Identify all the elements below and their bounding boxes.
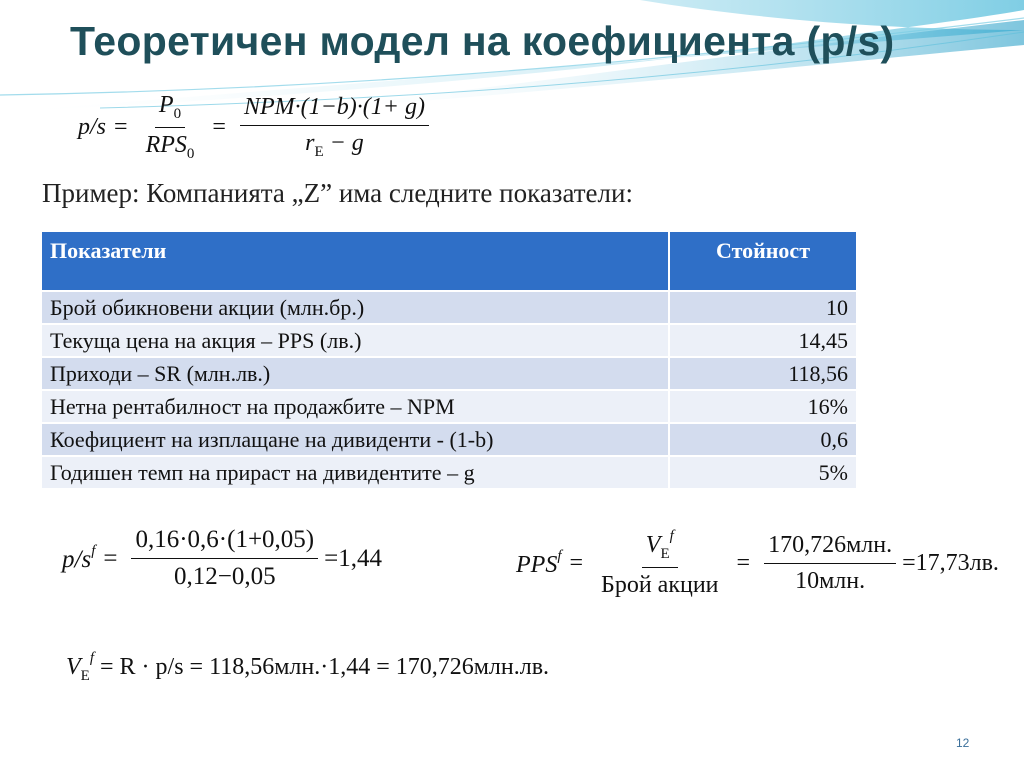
ps-f-superscript: f	[91, 543, 96, 559]
pps-f-lhs	[516, 548, 562, 579]
ve-subscript: E	[660, 546, 670, 562]
ps-formula-definition	[78, 92, 435, 163]
table-row	[41, 291, 857, 324]
header-value: Стойност	[669, 231, 857, 291]
ve-over-shares-fraction	[597, 528, 722, 599]
pps-f-symbol: PPS	[516, 552, 558, 578]
ve-symbol: V	[645, 532, 661, 558]
price-over-rps-fraction	[142, 92, 199, 163]
table-header-row	[41, 231, 857, 291]
row-label: Текуща цена на акция – PPS (лв.)	[41, 324, 669, 357]
shares-count-label: Брой акции	[601, 572, 719, 598]
price-subscript: 0	[173, 106, 182, 122]
row-label: Коефициент на изплащане на дивиденти - (1-b)	[41, 423, 669, 456]
equals-sign: =	[114, 114, 128, 140]
ve-lhs-symbol: V	[66, 654, 81, 680]
equals-sign-5: =	[736, 550, 751, 576]
ps-f-fraction	[131, 526, 318, 591]
ve-calculation	[66, 650, 549, 685]
indicators-table	[40, 230, 858, 490]
row-value: 16%	[669, 390, 857, 423]
row-label: Брой обикновени акции (млн.бр.)	[41, 291, 669, 324]
equals-sign-2: =	[212, 114, 226, 140]
shares-denominator: 10млн.	[795, 568, 866, 594]
row-label: Годишен темп на прираст на дивидентите – g	[41, 456, 669, 489]
ve-rhs: = R · p/s = 118,56млн.·1,44 = 170,726млн.лв.	[100, 654, 550, 680]
equals-sign-4: =	[569, 550, 584, 576]
row-value: 5%	[669, 456, 857, 489]
row-label: Приходи – SR (млн.лв.)	[41, 357, 669, 390]
equals-sign-3: =	[103, 544, 118, 572]
row-value: 10	[669, 291, 857, 324]
ps-f-numerator: 0,16·0,6·(1+0,05)	[131, 526, 318, 559]
table-row	[41, 390, 857, 423]
value-over-shares-fraction	[764, 532, 896, 595]
ps-f-denominator: 0,12−0,05	[173, 563, 276, 590]
ps-f-symbol: p/s	[62, 546, 92, 573]
ve-lhs-subscript: E	[80, 668, 90, 684]
pps-f-superscript: f	[557, 548, 562, 564]
ps-f-result: =1,44	[324, 544, 382, 572]
table-row	[41, 324, 857, 357]
row-label: Нетна рентабилност на продажбите – NPM	[41, 390, 669, 423]
table-row	[41, 357, 857, 390]
example-intro-text: Пример: Компанията „Z” има следните показатели:	[42, 178, 633, 208]
ve-superscript: f	[669, 528, 674, 544]
value-numerator: 170,726млн.	[764, 532, 896, 564]
header-indicator: Показатели	[41, 231, 669, 291]
ve-lhs-superscript: f	[89, 650, 95, 666]
ve-lhs	[66, 650, 94, 685]
ps-fundamental-calculation	[62, 526, 382, 591]
npm-growth-fraction	[240, 94, 429, 161]
npm-numerator: NPM·(1−b)·(1+ g)	[240, 94, 429, 126]
page-number: 12	[956, 736, 970, 750]
table-row	[41, 456, 857, 489]
pps-fundamental-calculation	[516, 528, 999, 599]
row-value: 118,56	[669, 357, 857, 390]
slide-title: Теоретичен модел на коефициента (p/s)	[70, 18, 895, 64]
row-value: 0,6	[669, 423, 857, 456]
rps-symbol: RPS	[145, 132, 187, 158]
pps-f-result: =17,73лв.	[902, 550, 999, 576]
rps-subscript: 0	[186, 146, 195, 162]
table-row	[41, 423, 857, 456]
ps-f-lhs	[62, 543, 95, 574]
minus-g: − g	[329, 130, 364, 156]
row-value: 14,45	[669, 324, 857, 357]
price-symbol: P	[158, 92, 174, 118]
re-symbol: r	[305, 130, 315, 156]
ps-lhs: p/s	[78, 114, 107, 140]
re-subscript: E	[314, 144, 324, 160]
